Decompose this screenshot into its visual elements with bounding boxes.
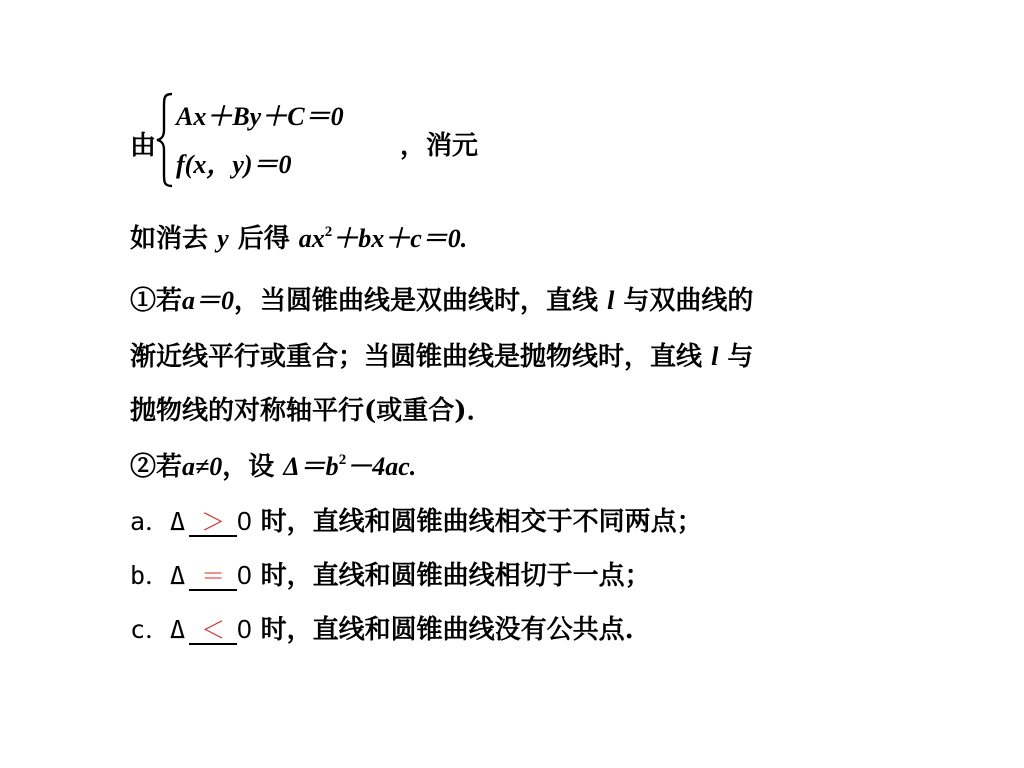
item2-e: －4ac. (346, 452, 417, 481)
item2-c: ，设 (222, 452, 275, 482)
item1-l1e: 与双曲线的 (623, 286, 754, 316)
item2-d: Δ＝b (283, 452, 339, 481)
case-b-zero: 0 (237, 560, 252, 590)
system-tail: ，消元 (400, 131, 479, 161)
case-c-label: c．Δ (130, 615, 186, 644)
case-c-zero: 0 (237, 614, 252, 644)
item1-l2c: 与 (727, 342, 754, 372)
item1-l1b: a＝0 (182, 286, 235, 315)
elim-after: 后得 (237, 224, 290, 254)
elim-expr-b: ＋bx＋c＝0. (332, 224, 468, 253)
left-brace-icon (154, 92, 176, 188)
system-prefix: 由 (130, 131, 157, 161)
elim-exponent: 2 (324, 224, 333, 240)
item1-l2a: 渐近线平行或重合；当圆锥曲线是抛物线时，直线 (130, 342, 703, 372)
case-a-text: 时，直线和圆锥曲线相交于不同两点； (260, 507, 703, 537)
case-b-text: 时，直线和圆锥曲线相切于一点； (260, 561, 651, 591)
case-a (130, 504, 703, 539)
case-b (130, 558, 651, 593)
case-a-zero: 0 (237, 506, 252, 536)
item1-line2 (130, 340, 753, 374)
elim-text: 如消去 (130, 224, 209, 254)
item2-a: ②若 (130, 452, 183, 482)
item1-l1c: ，当圆锥曲线是双曲线时，直线 (234, 286, 599, 316)
case-a-answer[interactable]: ＞ (189, 509, 237, 537)
elim-var: y (217, 224, 229, 253)
item2-b: a≠0 (182, 452, 223, 481)
item1-line3: 抛物线的对称轴平行(或重合)． (130, 396, 493, 426)
case-a-label: a．Δ (130, 507, 186, 536)
item1-l2b: l (711, 342, 719, 371)
item2-line (130, 450, 416, 484)
item1-line1 (130, 284, 753, 318)
case-b-label: b．Δ (130, 561, 186, 590)
case-c (130, 612, 634, 647)
item1-l1d: l (607, 286, 615, 315)
case-c-answer[interactable]: ＜ (189, 617, 237, 645)
case-c-text: 时，直线和圆锥曲线没有公共点. (260, 615, 634, 645)
item1-l1a: ①若 (130, 286, 183, 316)
case-b-answer[interactable]: ＝ (189, 563, 237, 591)
system-equation-2: f(x，y)＝0 (176, 150, 292, 179)
elim-expr-a: ax (298, 224, 325, 253)
system-equation-1: Ax＋By＋C＝0 (176, 102, 344, 131)
elimination-line (130, 222, 467, 256)
item2-exponent: 2 (338, 452, 347, 468)
equation-system (130, 92, 630, 188)
